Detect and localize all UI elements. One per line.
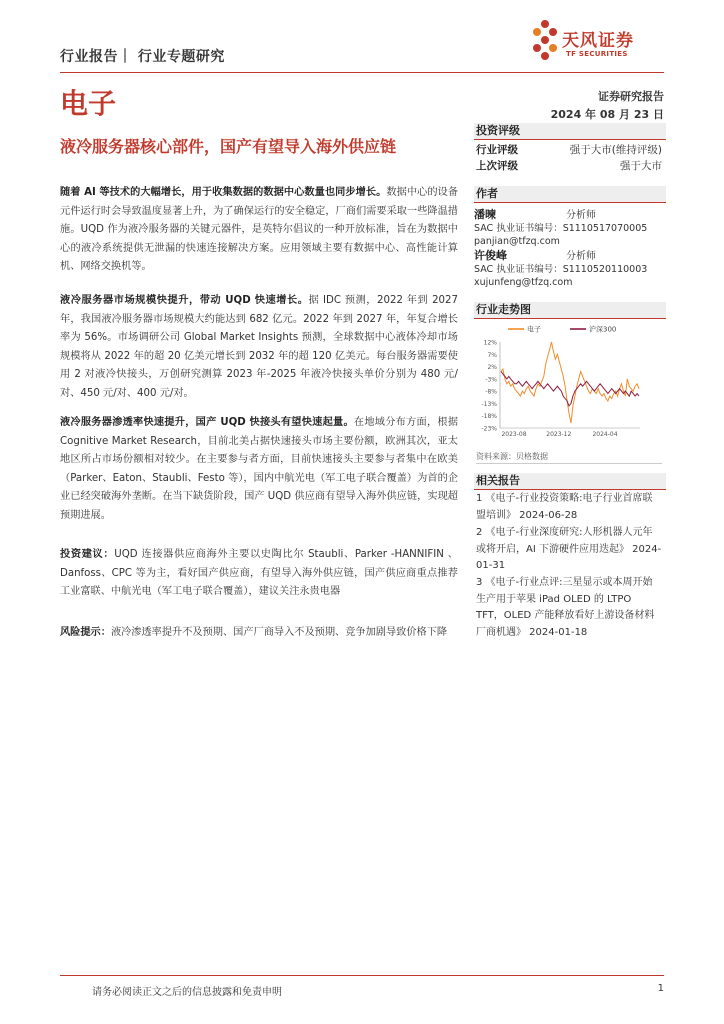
series-line-0 [501,342,639,423]
paragraph-4 [60,546,458,602]
paragraph-1-text: 数据中心的设备元件运行时会导致温度显著上升，为了确保运行的安全稳定，厂商们需要采取一些降温措施。UQD 作为液冷服务器的关键元器件，是英特尔倡议的一种开放标准，旨在为数据中心的液冷系统提供无泄漏的快速连接解决方案。应用领域主要有数据中心、高性能计算机、网络交换机等。 [60,187,459,272]
previous-rating-value: 强于大市 [620,160,662,172]
paragraph-4-lead: 投资建议： [60,549,115,560]
paragraph-2-lead: 液冷服务器市场规模快提升，带动 UQD 快速增长。 [60,295,309,306]
footer-divider [60,975,664,976]
paragraph-3 [60,414,458,525]
author-2-name: 许俊峰 [474,249,507,262]
y-tick-label: 12% [483,339,497,347]
author-1-email[interactable]: panjian@tfzq.com [474,236,560,247]
chart-divider [476,463,662,464]
y-tick-label: 2% [487,364,497,372]
paragraph-2 [60,292,458,403]
industry-rating-label: 行业评级 [476,144,518,156]
related-section-header: 相关报告 [474,473,666,490]
report-category: 行业报告｜ 行业专题研究 [60,49,225,65]
author-2-title: 分析师 [566,251,596,262]
y-tick-label: -13% [481,400,497,408]
author-2-email[interactable]: xujunfeng@tfzq.com [474,277,573,288]
author-1-name: 潘暕 [474,208,496,221]
chart-source: 资料来源：贝格数据 [476,452,548,461]
x-tick-label: 2023-08 [501,431,527,438]
logo-english: TF SECURITIES [566,50,628,58]
author-2-sac: SAC 执业证书编号：S1110520110003 [474,264,648,275]
report-type: 证券研究报告 [598,90,664,103]
legend-label-1: 沪深300 [589,325,617,334]
rating-section-header: 投资评级 [474,123,666,140]
paragraph-5-text: 液冷渗透率提升不及预期、国产厂商导入不及预期、竞争加剧导致价格下降 [110,627,448,638]
related-item-3[interactable]: 3 《电子-行业点评:三星显示或本周开始生产用于苹果 iPad OLED 的 LTPO TFT，OLED 产能释放看好上游设备材料厂商机遇》 2024-01-18 [476,577,655,638]
industry-rating-value: 强于大市(维持评级) [569,144,662,156]
x-tick-label: 2023-12 [546,431,572,438]
author-2 [474,247,664,287]
trend-section-header: 行业走势图 [474,302,666,319]
report-date: 2024 年 08 月 23 日 [550,108,664,121]
paragraph-5 [60,624,458,643]
paragraph-3-text: 在地域分布方面，根据 Cognitive Market Research，目前北美占据快速接头市场主要份额，欧洲其次，亚太地区所占市场份额相对较少。在主要参与者方面，目前快速接头主要参与者集中在欧美（Parker、Eaton、Staubli、Festo 等），国内中航光电（军工电子联合覆盖）为首的企业已经突破海外垄断。在当下缺货阶段，国产 UQD 供应商有望导入海外供应链，实现超预期进展。 [60,417,459,521]
logo-name: 天风证券 [562,31,634,51]
industry-rating-row [476,142,662,158]
paragraph-1 [60,184,458,277]
related-item-2[interactable]: 2 《电子-行业深度研究:人形机器人元年或将开启，AI 下游硬件应用迭起》 2024-01-31 [476,527,662,571]
footer-disclaimer: 请务必阅读正文之后的信息披露和免责申明 [92,987,282,998]
y-tick-label: -18% [481,413,497,421]
y-tick-label: -8% [485,388,497,396]
authors-section-header: 作者 [474,186,666,203]
page-number: 1 [657,983,664,994]
sector-title: 电子 [60,87,117,120]
header-divider [60,72,664,73]
previous-rating-row [476,158,662,174]
y-tick-label: -23% [481,425,497,433]
paragraph-1-lead: 随着 AI 等技术的大幅增长，用于收集数据的数据中心数量也同步增长。 [60,187,387,198]
related-item-1[interactable]: 1 《电子-行业投资策略:电子行业首席联盟培训》 2024-06-28 [476,493,653,521]
legend-label-0: 电子 [527,325,541,334]
previous-rating-label: 上次评级 [476,160,518,172]
author-1 [474,206,664,246]
company-logo [530,18,670,68]
author-1-title: 分析师 [566,210,596,221]
paragraph-2-text: 据 IDC 预测，2022 年到 2027 年，我国液冷服务器市场规模大约能达到 682 亿元。2022 年到 2027 年，年复合增长率为 56%。市场调研公司 Global Market Insights 预测，全球数据中心液体冷却市场规模将从 2022 年的超 20 亿美元增长到 2032 年的超 120 亿美元。每台服务器需要使用 2 对液冷快接头，万创研究测算 2023 年-2025 年液冷快接头单价分别为 480 元/对、450 元/对、400 元/对。 [60,295,458,399]
paragraph-5-lead: 风险提示： [60,627,111,638]
report-title: 液冷服务器核心部件，国产有望导入海外供应链 [60,137,397,156]
y-tick-label: 7% [487,351,497,359]
paragraph-3-lead: 液冷服务器渗透率快速提升，国产 UQD 快接头有望快速起量。 [60,417,354,428]
x-tick-label: 2024-04 [592,431,618,438]
trend-chart [474,320,644,442]
y-tick-label: -3% [485,376,497,384]
logo-mark-icon [530,18,560,64]
author-1-sac: SAC 执业证书编号：S1110517070005 [474,223,648,234]
series-line-1 [501,372,639,406]
paragraph-4-text: UQD 连接器供应商海外主要以史陶比尔 Staubli、Parker -HANNIFIN 、Danfoss、CPC 等为主，看好国产供应商，有望导入海外供应链，国产供应商重点推荐工业富联、中航光电（军工电子联合覆盖），建议关注永贵电器 [60,549,458,597]
